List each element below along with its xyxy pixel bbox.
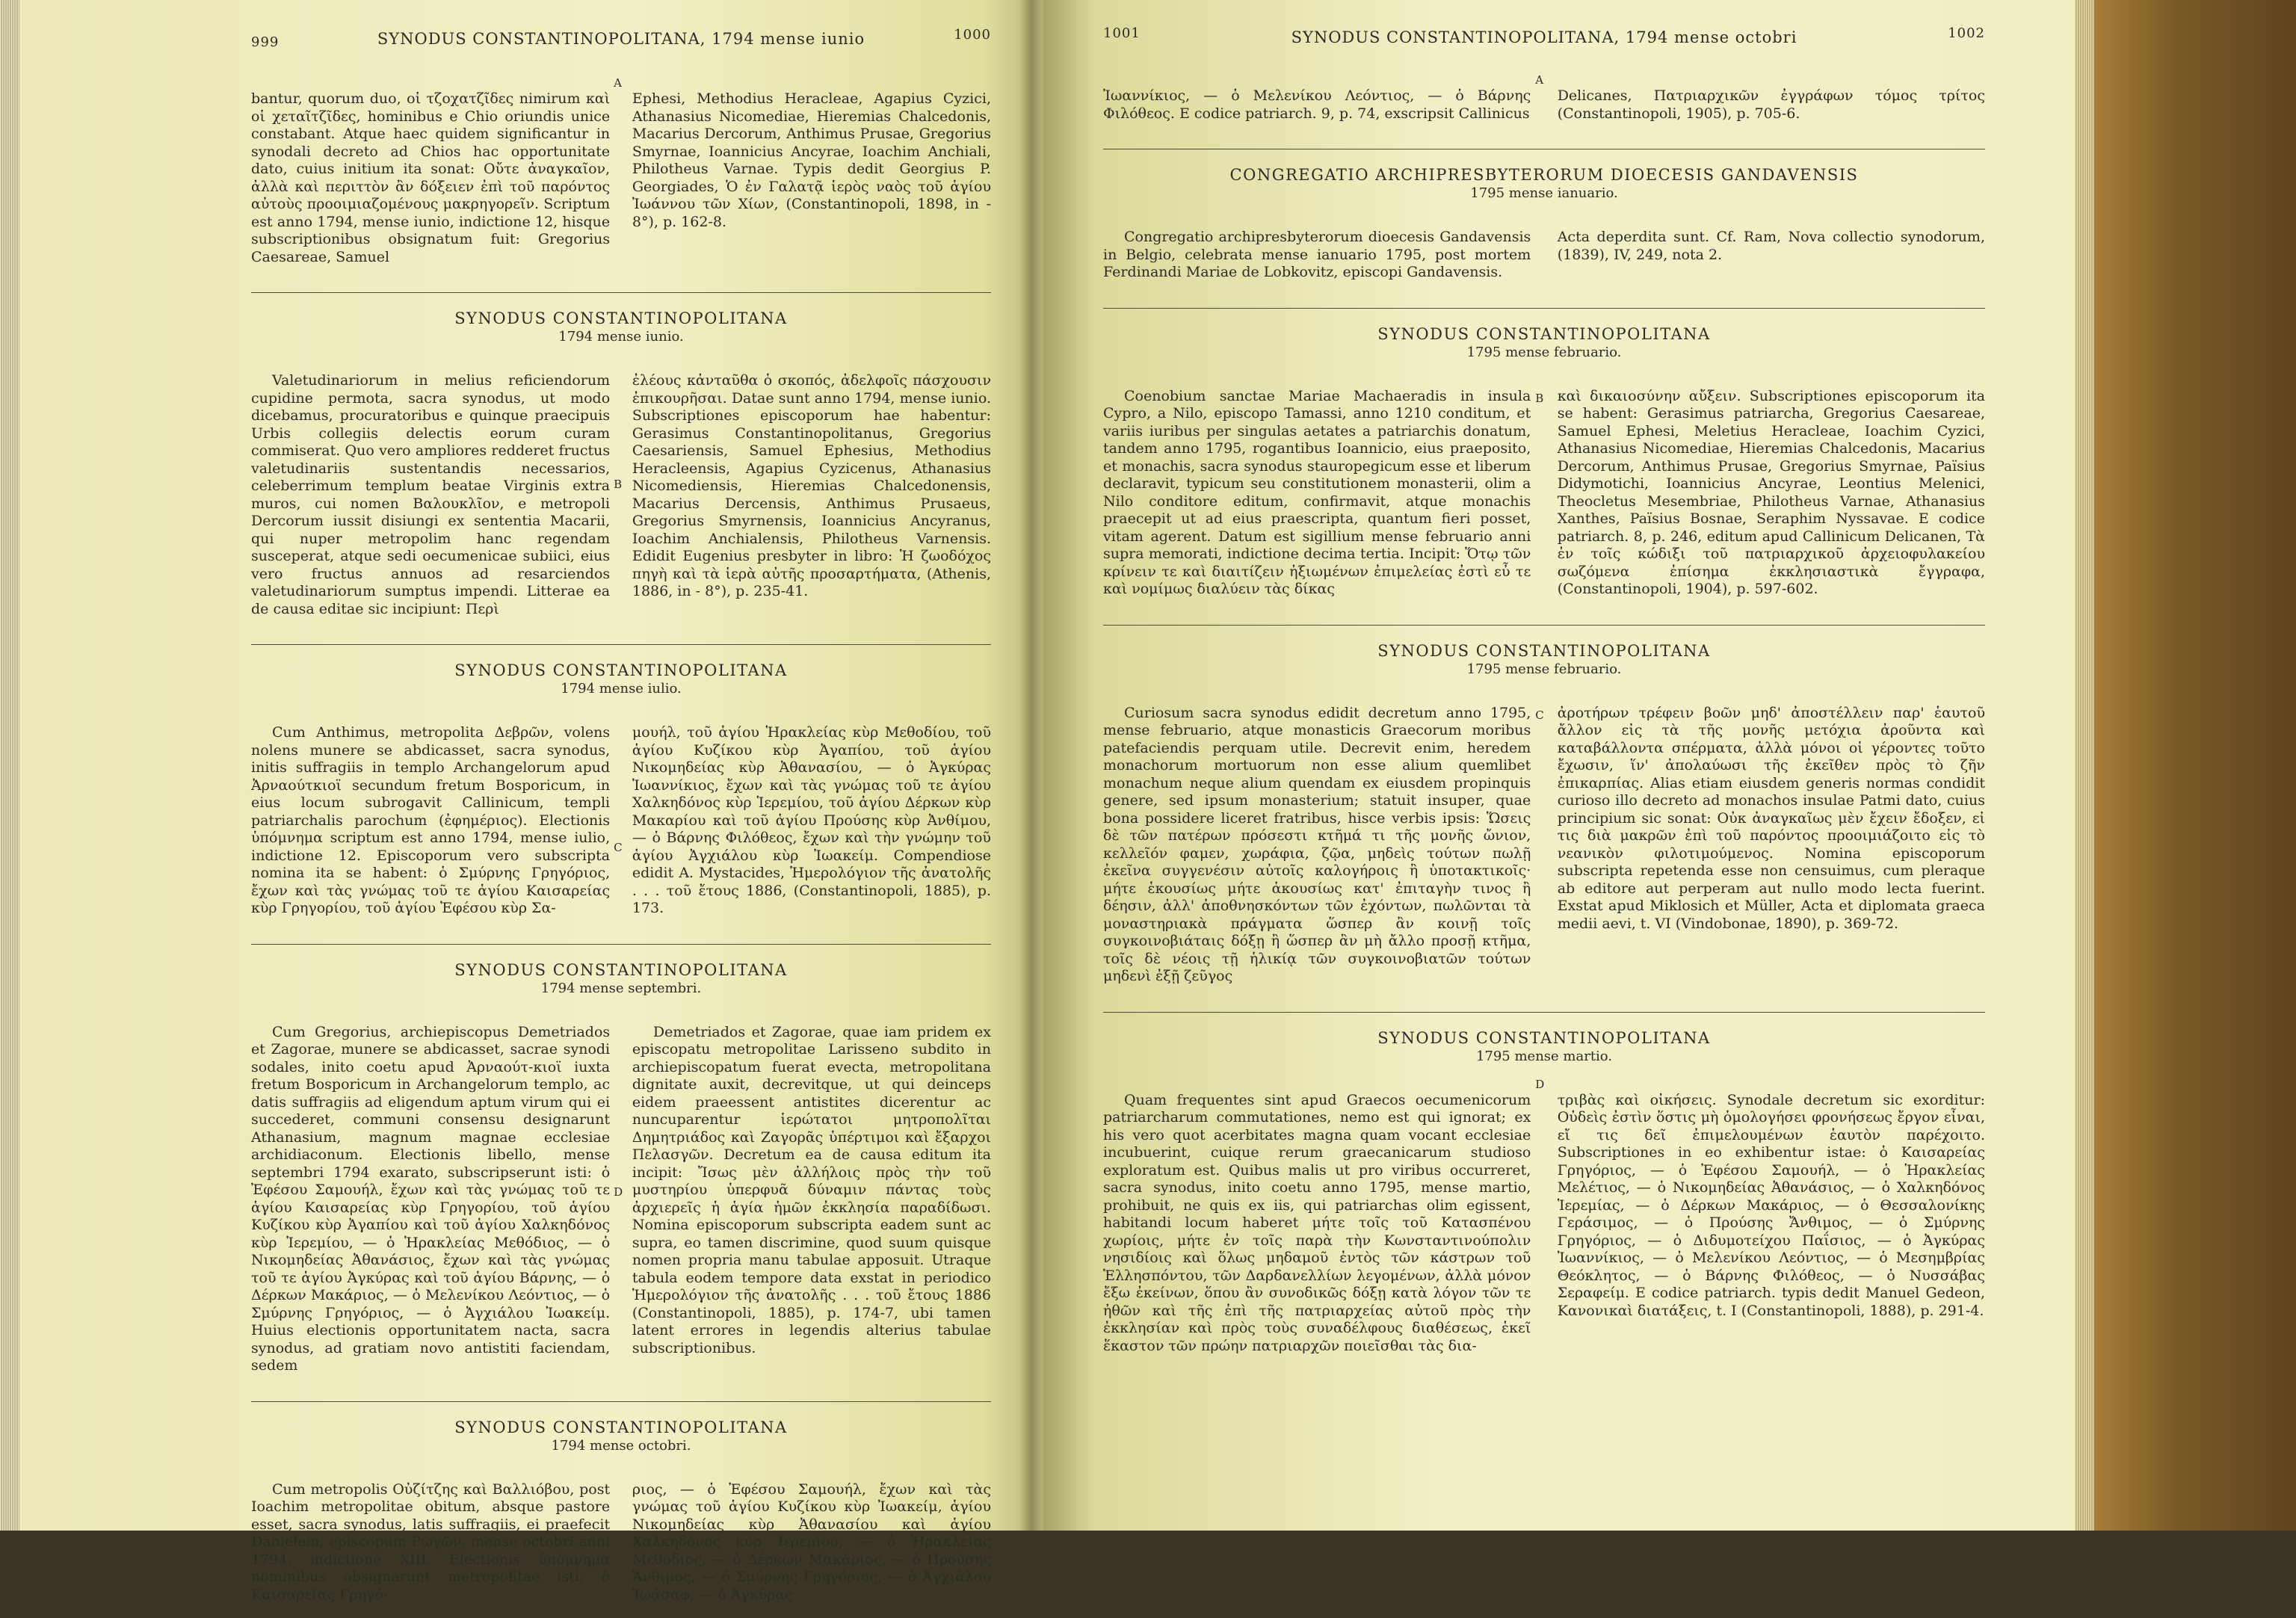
section-date: 1795 mense februario.	[1103, 661, 1985, 677]
section	[1103, 325, 1985, 613]
text-column: Ἰωαννίκιος, — ὁ Μελενίκου Λεόντιος, — ὁ Βάρνης Φιλόθεος. E codice patriarch. 9, p. 74, exscripsit Callinicus	[1103, 87, 1531, 123]
text-column: ἐλέους κἀνταῦθα ὁ σκοπός, ἀδελφοῖς πάσχουσιν ἐπικουρῆσαι. Datae sunt anno 1794, mense iunio. Subscriptiones episcoporum hae habentur: Gerasimus Constantinopolitanus, Gregorius Caesariensis, Samuel Ephesius, Methodius Heracleensis, Agapius Cyzicenus, Athanasius Nicomediensis, Hieremias Chalcedonensis, Macarius Dercensis, Anthimus Prusaeus, Gregorius Smyrnensis, Ioannicius Ancyranus, Ioachim Anchialensis, Philotheus Varnensis. Edidit Eugenius presbyter in libro: Ἡ ζωοδόχος πηγὴ καὶ τὰ ἱερὰ αὐτῆς προσαρτήματα, (Athenis, 1886, in - 8°), p. 235-41.	[632, 372, 991, 618]
text-column: Cum Gregorius, archiepiscopus Demetriados et Zagorae, munere se abdicasset, sacrae synodi sodales, inito coetu apud Ἀρναούτ-κιοϊ iuxta fretum Bosporicum in Archangelorum templo, ac datis suffragiis ad eligendum aptum virum qui ei succederet, communi consensu designarunt Athanasium, magnum magnae ecclesiae archidiaconum. Electionis libello, mense septembri 1794 exarato, subscripserunt isti: ὁ Ἐφέσου Σαμουήλ, ἔχων καὶ τὰς γνώμας τοῦ τε ἁγίου Καισαρείας κὺρ Γρηγορίου, τοῦ ἁγίου Κυζίκου κὺρ Ἀγαπίου καὶ τοῦ ἁγίου Χαλκηδόνος κὺρ Ἱερεμίου, — ὁ Ἡρακλείας Μεθόδιος, — ὁ Νικομηδείας Ἀθανάσιος, ἔχων καὶ τὰς γνώμας τοῦ τε ἁγίου Ἀγκύρας καὶ τοῦ ἁγίου Βάρνης, — ὁ Δέρκων Μακάριος, — ὁ Μελενίκου Λεόντιος, — ὁ Σμύρνης Γρηγόριος, — ὁ Ἀγχιάλου Ἰωακείμ. Huius electionis opportunitatem nacta, sacra synodus, ad gratiam novo antistiti faciendam, sedem	[251, 1024, 610, 1375]
text-column: Cum metropolis Οὐζίτζης καὶ Βαλλιόβου, post Ioachim metropolitae obitum, absque pastore esset, sacra synodus, latis suffragiis, ei praefecit Danielem, episcopum Ρωγῶν, mense octobri anni 1794, indictione XIII. Electionis ὑπόμνημα nominibus obsignarunt metropolitae isti: ὁ Καισαρείας Γρηγό-	[251, 1481, 610, 1605]
section-rule	[1103, 1012, 1985, 1013]
section-title: SYNODUS CONSTANTINOPOLITANA	[251, 661, 991, 679]
section-marker: A	[1535, 73, 1543, 87]
section-rule	[251, 1401, 991, 1402]
text-column: Cum Anthimus, metropolita Δεβρῶν, volens nolens munere se abdicasset, sacra synodus, initis suffragiis in templo Archangelorum apud Ἀρναούτκιοϊ secundum fretum Bosporicum, in eius locum subrogavit Callinicum, templi patriarchalis parochum (ἐφημέριος). Electionis ὑπόμνημα scriptum est anno 1794, mense iulio, indictione 12. Episcoporum vero subscripta nomina ita se habent: ὁ Σμύρνης Γρηγόριος, ἔχων καὶ τὰς γνώμας τοῦ τε ἁγίου Καισαρείας κὺρ Γρηγορίου, τοῦ ἁγίου Ἐφέσου κὺρ Σα-	[251, 724, 610, 918]
section-title: SYNODUS CONSTANTINOPOLITANA	[251, 961, 991, 979]
left-page	[19, 0, 1043, 1531]
intro-columns	[251, 76, 991, 280]
text-column: μουήλ, τοῦ ἁγίου Ἡρακλείας κὺρ Μεθοδίου, τοῦ ἁγίου Κυζίκου κὺρ Ἀγαπίου, τοῦ ἁγίου Νικομηδείας κὺρ Ἀθανασίου, — ὁ Ἀγκύρας Ἰωαννίκιος, ἔχων καὶ τὰς γνώμας τοῦ τε ἁγίου Χαλκηδόνος κὺρ Ἱερεμίου, τοῦ ἁγίου Δέρκων κὺρ Μακαρίου καὶ τοῦ ἁγίου Προύσης κὺρ Ἀνθίμου, — ὁ Βάρνης Φιλόθεος, ἔχων καὶ τὴν γνώμην τοῦ ἁγίου Ἀγχιάλου κὺρ Ἰωακείμ. Compendiose edidit A. Mystacides, Ἡμερολόγιον τῆς ἀνατολῆς . . . τοῦ ἔτους 1886, (Constantinopoli, 1885), p. 173.	[632, 724, 991, 918]
page-number: 1002	[1948, 25, 1985, 41]
section-marker: D	[614, 1185, 623, 1199]
section-date: 1794 mense iulio.	[251, 681, 991, 697]
right-book-cover	[2075, 0, 2296, 1531]
section-title: SYNODUS CONSTANTINOPOLITANA	[1103, 642, 1985, 660]
text-column: καὶ δικαιοσύνην αὔξειν. Subscriptiones episcoporum ita se habent: Gerasimus patriarcha, Gregorius Caesareae, Samuel Ephesi, Meletius Heracleae, Ioachim Cyzici, Athanasius Nicomediae, Hieremias Chalcedonis, Macarius Dercorum, Anthimus Prusae, Gregorius Smyrnae, Païsius Didymotichi, Ioannicius Ancyrae, Leontius Melenici, Theocletus Mesembriae, Philotheus Varnae, Athanasius Xanthes, Païsius Bosnae, Seraphim Nyssavae. E codice patriarch. 8, p. 246, editum apud Callinicum Delicanen, Τὰ ἐν τοῖς κώδιξι τοῦ πατριαρχικοῦ ἀρχειοφυλακείου σωζόμενα ἐπίσημα ἐκκλησιαστικὰ ἔγγραφα, (Constantinopoli, 1904), p. 597-602.	[1558, 388, 1985, 599]
section	[251, 1418, 991, 1618]
section-marker: A	[614, 76, 622, 90]
text-column: Congregatio archipresbyterorum dioecesis Gandavensis in Belgio, celebrata mense ianuario 1795, post mortem Ferdinandi Mariae de Lobkovitz, episcopi Gandavensis.	[1103, 229, 1531, 282]
running-head-right	[1103, 25, 1985, 55]
section-date: 1795 mense ianuario.	[1103, 185, 1985, 201]
cover-board	[2094, 0, 2296, 1531]
page-number: 1000	[954, 27, 991, 43]
text-column: Quam frequentes sint apud Graecos oecumenicorum patriarcharum commutationes, nemo est qui ignorat; ex his vero quot acerbitates magna quam vocant ecclesiae incubuerint, cuique rerum graecanicarum studioso exploratum est. Quibus malis ut pro viribus occurreret, sacra synodus, inito coetu anno 1795, mense martio, prohibuit, ne quis ex iis, qui patriarchas olim egissent, habitandi locum haberet μήτε τοῖς τοῦ Κατασπένου χωρίοις, μήτε ἐν τοῖς παρὰ τὴν Κωνσταντινούπολιν νησιδίοις καὶ ὅλως μηδαμοῦ ἐντὸς τῶν κάστρων τοῦ Ἑλλησπόντου, τῶν Δαρδανελλίων λεγομένων, ἀλλὰ μόνον ἔξω ἐκείνων, ὅπου ἂν συνοδικῶς δόξῃ κατὰ λόγον τῶν τε ἠθῶν καὶ τῆς ἐπὶ τῆς πατριαρχείας αὐτοῦ πρὸς τὴν ἐκκλησίαν καὶ πρὸς τοὺς συναδέλφους διαθέσεως, ἑκεῖ ἕκαστον τῶν πρώην πατριαρχῶν ποιεῖσθαι τὰς δια-	[1103, 1092, 1531, 1356]
section-date: 1794 mense septembri.	[251, 981, 991, 996]
text-column: Acta deperdita sunt. Cf. Ram, Nova collectio synodorum, (1839), IV, 249, nota 2.	[1558, 229, 1985, 282]
text-column: Delicanes, Πατριαρχικῶν ἐγγράφων τόμος τρίτος (Constantinopoli, 1905), p. 705-6.	[1558, 87, 1985, 123]
gutter-shadow	[1019, 0, 1043, 1531]
left-page-content	[251, 67, 991, 1618]
text-column: bantur, quorum duo, οἱ τζοχατζῖδες nimirum καὶ οἱ χεταῖτζῖδες, hominibus e Chio oriundis unice constabant. Atque haec quidem significantur in synodali decreto ad Chios hac opportunitate dato, cuius initium ita sonat: Οὔτε ἀναγκαῖον, ἀλλὰ καὶ περιττὸν ἂν δόξειεν ἐπὶ τοῦ παρόντος αὐτοὺς προοιμιαζομένους μακρηγορεῖν. Scriptum est anno 1794, mense iunio, indictione 12, hisque subscriptionibus obsignatum fuit: Gregorius Caesareae, Samuel	[251, 90, 610, 266]
page-edges-left	[0, 0, 19, 1531]
text-column: τριβὰς καὶ οἰκήσεις. Synodale decretum sic exorditur: Οὐδεὶς ἐστὶν ὅστις μὴ ὁμολογήσει φρονήσεως ἔργον εἶναι, εἴ τις δεῖ ἐπιμελουμένων ἑαυτὸν παρέχοιτο. Subscriptiones in eo exhibentur istae: ὁ Καισαρείας Γρηγόριος, — ὁ Ἐφέσου Σαμουήλ, — ὁ Ἡρακλείας Μελέτιος, — ὁ Νικομηδείας Ἀθανάσιος, — ὁ Χαλκηδόνος Ἱερεμίας, — ὁ Δέρκων Μακάριος, — ὁ Θεσσαλονίκης Γεράσιμος, — ὁ Προύσης Ἄνθιμος, — ὁ Σμύρνης Γρηγόριος, — ὁ Διδυμοτείχου Παΐσιος, — ὁ Ἀγκύρας Ἰωαννίκιος, — ὁ Μελενίκου Λεόντιος, — ὁ Μεσημβρίας Θεόκλητος, — ὁ Βάρνης Φιλόθεος, — ὁ Νυσσάβας Σεραφείμ. E codice patriarch. typis dedit Manuel Gedeon, Κανονικαὶ διατάξεις, t. I (Constantinopoli, 1888), p. 291-4.	[1558, 1092, 1985, 1356]
section-rule	[1103, 625, 1985, 626]
section-rule	[251, 944, 991, 945]
intro-columns	[1103, 73, 1985, 137]
section-date: 1794 mense iunio.	[251, 329, 991, 345]
section-title: SYNODUS CONSTANTINOPOLITANA	[1103, 325, 1985, 343]
section-marker: C	[1535, 708, 1543, 722]
right-page-content	[1103, 67, 1985, 1369]
section	[251, 661, 991, 932]
section	[251, 961, 991, 1389]
section	[1103, 642, 1985, 1000]
running-title: SYNODUS CONSTANTINOPOLITANA, 1794 mense octobri	[1103, 28, 1985, 46]
page-edges-right	[2075, 0, 2094, 1531]
section	[1103, 1029, 1985, 1370]
text-column: Valetudinariorum in melius reficiendorum cupidine permota, sacra synodus, ut modo dicebamus, procuratoribus e quinque praecipuis Urbis collegiis delectis eorum curam commiserat. Quo vero ampliores redderet fructus valetudinariis sustentandis necessarios, celeberrimum templum beatae Virginis extra muros, cui nomen Βαλουκλῖον, e metropoli Dercorum iussit disiungi ex sententia Macarii, qui nuper metropolim hanc regendam susceperat, atque sedi oecumenicae subiici, eius vero fructus annuos ad resarciendos valetudinariorum sumptus impendi. Litterae ea de causa editae sic incipiunt: Περὶ	[251, 372, 610, 618]
section-rule	[251, 292, 991, 293]
text-column: Curiosum sacra synodus edidit decretum anno 1795, mense februario, atque monasticis Graecorum moribus patefaciendis perquam utile. Decrevit enim, heredem monachorum mortuorum non esse alium quemlibet monachum neque alium quendam ex eiusdem propinquis genere, sed ipsum monasterium; statuit insuper, quae bona possidere liceret fratribus, hisce verbis ipsis: Ὥσεις δὲ τῶν πατέρων πρόσεστι κτῆμά τι τῆς μονῆς ὤνιον, κελλεῖόν φαμεν, χωράφια, ζῷα, μηδεὶς τούτων πωλῇ ἐκεῖνα συγγενέσιν αὐτοῖς καλογήροις ἢ ὑποτακτικοῖς· μήτε ἑκουσίως μήτε ἀκουσίως κατ' ἐπιταγὴν τινος ἢ δέησιν, ἀλλ' ἀποθνησκόντων τῶν ἐχόντων, πωλῶνται τὰ μοναστηριακὰ πράγματα ὥσπερ ἂν κοινῇ τοῖς συγκοινοβιάταις δόξῃ ἢ ὥσπερ ἂν μὴ ἄλλο προσῇ κτῆμα, τοῖς δὲ νέοις τῇ ἡλικίᾳ τῶν συγκοινοβιατῶν τούτων μηδενὶ ἐξῇ ζεῦγος	[1103, 705, 1531, 986]
text-column: ριος, — ὁ Ἐφέσου Σαμουήλ, ἔχων καὶ τὰς γνώμας τοῦ ἁγίου Κυζίκου κὺρ Ἰωακείμ, ἁγίου Νικομηδείας κὺρ Ἀθανασίου καὶ ἁγίου Χαλκηδόνος κὺρ Ἱερεμίου, — ὁ Ἡρακλείας Μεθόδιος, — ὁ Δέρκων Μακάριος, — ὁ Προύσης Ἄνθιμος, — ὁ Σμύρνης Γρηγόριος, — ὁ Ἀγχιάλου Ἰωάσαφ, — ὁ Ἀγκύρας	[632, 1481, 991, 1605]
section-date: 1795 mense martio.	[1103, 1049, 1985, 1064]
section-title: SYNODUS CONSTANTINOPOLITANA	[1103, 1029, 1985, 1047]
text-column: Coenobium sanctae Mariae Machaeradis in insula Cypro, a Nilo, episcopo Tamassi, anno 1210 conditum, et variis iuribus per singulas aetates a patriarchis donatum, tandem anno 1795, rogantibus Ioannicio, eius praeposito, et monachis, sacra synodus stauropegicum esse et liberum declaravit, typicum seu constitutionem monasterii, olim a Nilo conditore editum, confirmavit, atque monachis praecepit ut ad eius praescripta, quantum fieri posset, vitam agerent. Datum est sigillium mense februario anni supra memorati, indictione decima tertia. Incipit: Ὅτῳ τῶν κρίνειν τε καὶ διαιτίζειν ἠξιωμένων ἐπιμελείας ἐστὶ εὖ τε καὶ νομίμως διαλύειν τὰς δίκας	[1103, 388, 1531, 599]
section-date: 1795 mense februario.	[1103, 345, 1985, 360]
section-marker: C	[614, 841, 622, 854]
section-title: SYNODUS CONSTANTINOPOLITANA	[251, 309, 991, 327]
section-title: CONGREGATIO ARCHIPRESBYTERORUM DIOECESIS GANDAVENSIS	[1103, 166, 1985, 184]
section-date: 1794 mense octobri.	[251, 1438, 991, 1454]
section-marker: D	[1535, 1078, 1544, 1091]
text-column: Demetriados et Zagorae, quae iam pridem ex episcopatu metropolitae Larisseno subdito in archiepiscopatum fuerat evecta, metropolitana dignitate auxit, decrevitque, ut qui deinceps eidem praeessent antistites dicerentur ac nuncuparentur ἱερώτατοι μητροπολῖται Δημητριάδος καὶ Ζαγορᾶς ὑπέρτιμοι καὶ ἔξαρχοι Πελασγῶν. Decretum ea de causa editum ita incipit: Ἴσως μὲν ἀλλήλοις πρὸς τὴν τοῦ μυστηρίου ὑπερφυᾶ δύναμιν πάντας τοὺς ἀρχιερεῖς ἡ ἁγία ἡμῶν ἐκκλησία παραδίδωσι. Nomina episcoporum subscripta eadem sunt ac supra, eo tamen discrimine, quod suum quisque nomen propria manu tabulae apposuit. Utraque tabula eodem tempore data exstat in periodico Ἡμερολόγιον τῆς ἀνατολῆς . . . τοῦ ἔτους 1886 (Constantinopoli, 1885), p. 174-7, ubi tamen latent errores in legendis alterius tabulae subscriptionibus.	[632, 1024, 991, 1375]
section	[1103, 166, 1985, 296]
text-column: Ephesi, Methodius Heracleae, Agapius Cyzici, Athanasius Nicomediae, Hieremias Chalcedonis, Macarius Dercorum, Anthimus Prusae, Gregorius Smyrnae, Ioannicius Ancyrae, Ioachim Anchiali, Philotheus Varnae. Typis dedit Georgius P. Georgiades, Ὁ ἐν Γαλατᾷ ἱερὸς ναὸς τοῦ ἁγίου Ἰωάννου τῶν Χίων, (Constantinopoli, 1898, in - 8°), p. 162-8.	[632, 90, 991, 266]
section	[251, 309, 991, 632]
page-number: 1001	[1103, 25, 1141, 41]
section-marker: B	[1535, 392, 1543, 405]
running-title: SYNODUS CONSTANTINOPOLITANA, 1794 mense iunio	[251, 30, 991, 48]
running-head-left	[251, 27, 991, 57]
section-title: SYNODUS CONSTANTINOPOLITANA	[251, 1418, 991, 1436]
section-rule	[1103, 308, 1985, 309]
right-page	[1043, 0, 2075, 1531]
text-column: ἀροτήρων τρέφειν βοῶν μηδ' ἀποστέλλειν παρ' ἑαυτοῦ ἄλλον εἰς τὰ τῆς μονῆς μετόχια ἀροῦντα καὶ καταβάλλοντα σπέρματα, ἀλλὰ μόνοι οἱ γέροντες τοῦτο ἔχωσιν, ἵν' ἀπολαύωσι τῆς ἐκεῖθεν πρὸς τὸ ζῆν ἐπικαρπίας. Alias etiam eiusdem generis normas condidit curioso illo decreto ad monachos insulae Patmi dato, cuius principium sic sonat: Οὐκ ἀναγκαῖως μὲν ἔχειν ἔδοξεν, εἰ τις διὰ μακρῶν ἐπὶ τοῦ παρόντος προοιμιάζοιτο εἰς τὸ νεανικὸν φιλοτιμούμενος. Nomina episcoporum subscripta repetenda esse non censuimus, cum pleraque ab editore aut perperam aut nullo modo lecta fuerint. Exstat apud Miklosich et Müller, Acta et diplomata graeca medii aevi, t. VI (Vindobonae, 1890), p. 369-72.	[1558, 705, 1985, 986]
page-number: 999	[251, 34, 279, 50]
section-rule	[251, 644, 991, 645]
section-marker: B	[614, 478, 622, 491]
